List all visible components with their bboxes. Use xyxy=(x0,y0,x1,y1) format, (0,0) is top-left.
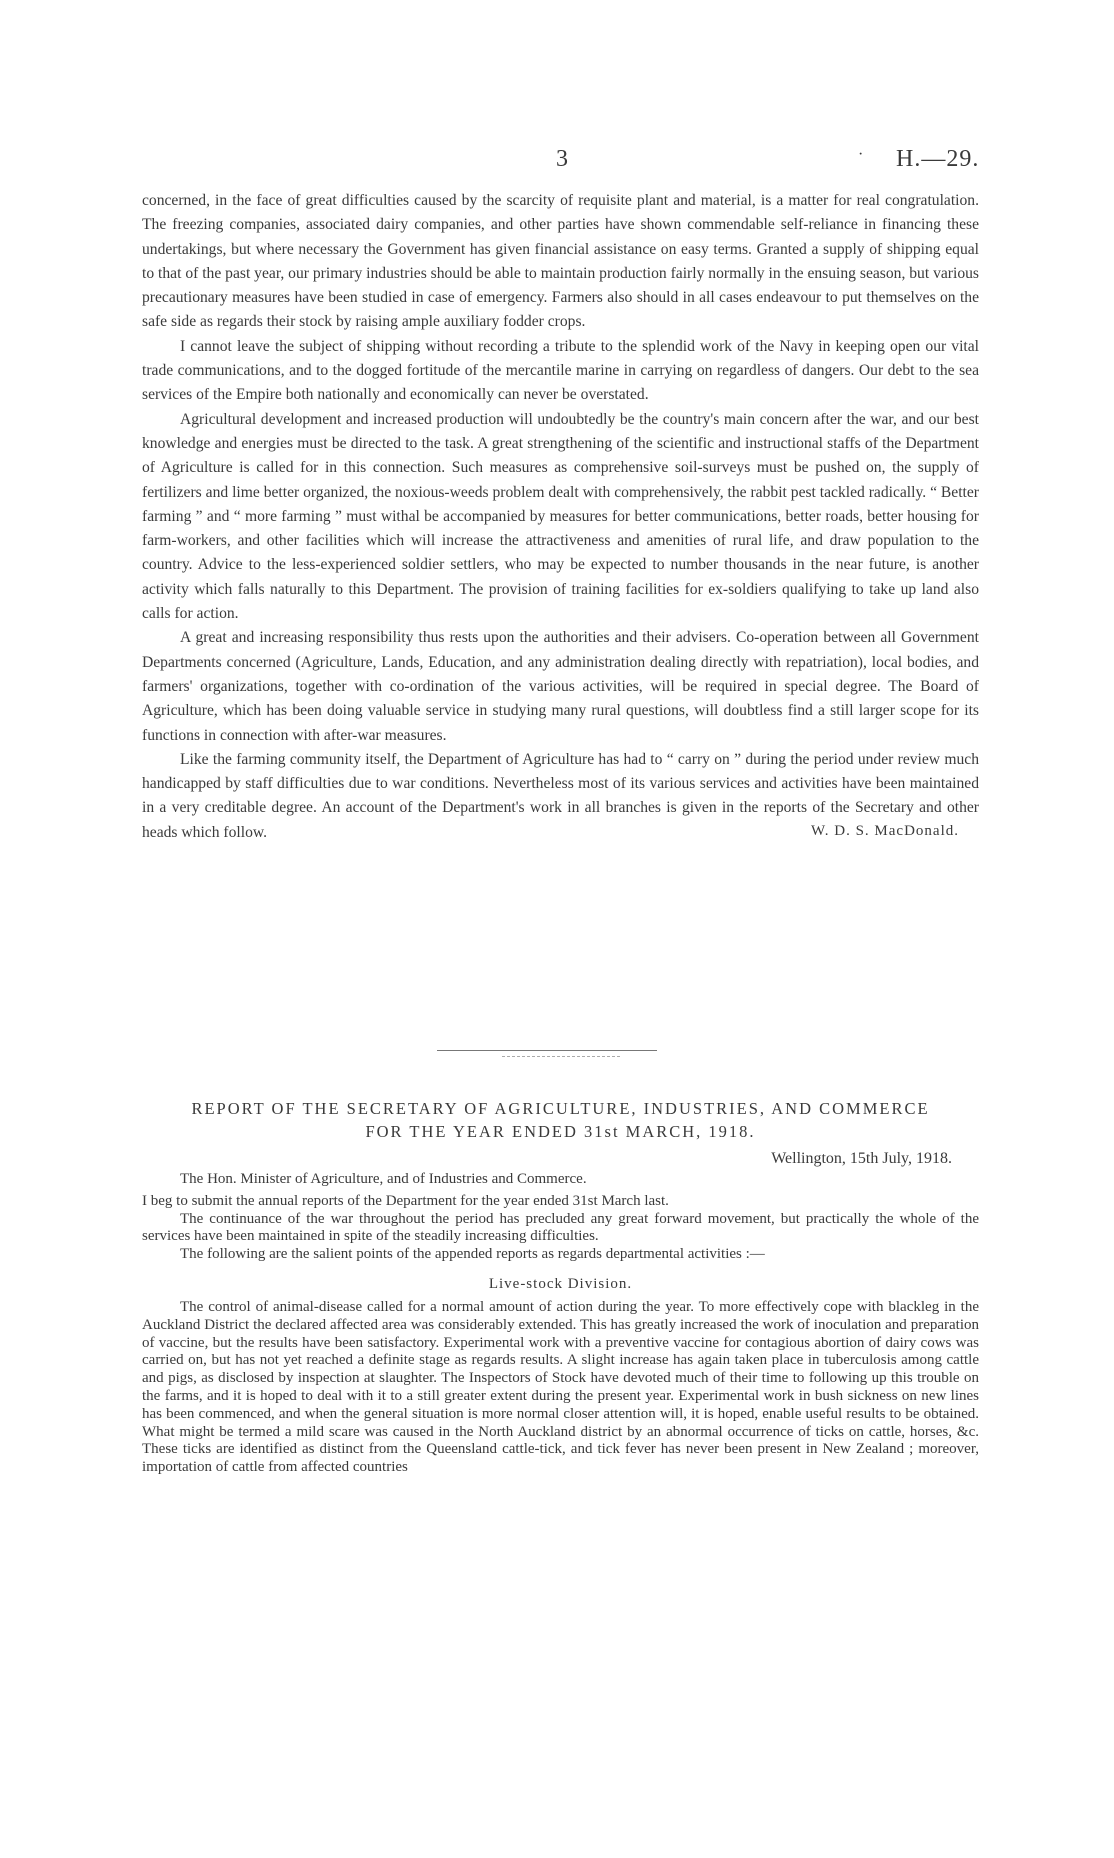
paragraph: Agricultural development and increased production will undoubtedly be the country's main concern after the war, and our best knowledge and energies must be directed to the task. A great strengthening of the scientific and instructional staffs of the Department of Agriculture is called for in this connection. Such measures as comprehensive soil-surveys must be pushed on, the supply of fertilizers and lime better organized, the noxious-weeds problem dealt with comprehensively, the rabbit pest tackled radically. “ Better farming ” and “ more farming ” must withal be accompanied by measures for better communications, better roads, better housing for farm-workers, and other facilities which will increase the attractiveness and amenities of rural life, and draw population to the country. Advice to the less-experienced soldier settlers, who may be expected to number thousands in the near future, is another activity which falls naturally to this Department. The provision of training facilities for ex-soldiers qualifying to take up land also calls for action. xyxy=(142,410,979,623)
addressee: The Hon. Minister of Agriculture, and of Industries and Commerce. xyxy=(180,1171,587,1187)
page-header xyxy=(0,146,1114,176)
place-date: Wellington, 15th July, 1918. xyxy=(771,1150,952,1167)
section-heading: Live-stock Division. xyxy=(488,1275,633,1292)
paragraph: Like the farming community itself, the Department of Agriculture has had to “ carry on ” during the period under review much handicapped by staff difficulties due to war conditions. Nevertheless most of its various services and activities have been maintained in a very creditable degree. An account of the Department's work in all branches is given in the reports of the Secretary and other heads which follow. xyxy=(142,750,979,841)
section-divider-dashed xyxy=(502,1056,620,1057)
paragraph: concerned, in the face of great difficulties caused by the scarcity of requisite plant and material, is a matter for real congratulation. The freezing companies, associated dairy companies, and other parties have shown commendable self-reliance in financing these undertakings, but where necessary the Government has given financial assistance on easy terms. Granted a supply of shipping equal to that of the past year, our primary industries should be able to maintain production fairly normally in the ensuing season, but various precautionary measures have been studied in case of emergency. Farmers also should in all cases endeavour to put themselves on the safe side as regards their stock by raising ample auxiliary fodder crops. xyxy=(142,192,979,331)
page-number: 3 xyxy=(556,146,568,172)
minister-statement xyxy=(142,189,979,840)
signature: W. D. S. MacDonald. xyxy=(810,823,959,840)
report-title-line: REPORT OF THE SECRETARY OF AGRICULTURE, INDUSTRIES, AND COMMERCE xyxy=(191,1099,930,1118)
report-title xyxy=(142,1097,979,1143)
report-title-line: FOR THE YEAR ENDED 31st MARCH, 1918. xyxy=(365,1122,756,1141)
section-divider xyxy=(437,1050,657,1051)
header-separator: · xyxy=(858,146,864,163)
paragraph: The following are the salient points of the appended reports as regards departmental activities :— xyxy=(180,1246,765,1263)
paragraph: I cannot leave the subject of shipping without recording a tribute to the splendid work of the Navy in keeping open our vital trade communications, and to the dogged fortitude of the mercantile marine in carrying on regardless of dangers. Our debt to the sea services of the Empire both nationally and economically can never be overstated. xyxy=(142,337,979,404)
paragraph: The continuance of the war throughout the period has precluded any great forward movement, but practically the whole of the services have been maintained in spite of the steadily increasing difficulties. xyxy=(142,1210,979,1245)
document-reference: H.—29. xyxy=(896,146,980,172)
salutation: I beg to submit the annual reports of the Department for the year ended 31st March last. xyxy=(142,1192,669,1209)
paragraph: The control of animal-disease called for a normal amount of action during the year. To more effectively cope with blackleg in the Auckland District the declared affected area was considerably extended. This has greatly increased the work of inoculation and preparation of vaccine, but the results have been satisfactory. Experimental work with a preventive vaccine for contagious abortion of dairy cows was carried on, but has not yet reached a definite stage as regards results. A slight increase has again taken place in tuberculosis among cattle and pigs, as disclosed by inspection at slaughter. The Inspectors of Stock have devoted much of their time to following up this trouble on the farms, and it is hoped to deal with it to a still greater extent during the present year. Experimental work in bush sickness on new lines has been commenced, and when the general situation is more normal closer attention will, it is hoped, enable useful results to be obtained. What might be termed a mild scare was caused in the North Auckland district by an abnormal occurrence of ticks on cattle, horses, &c. These ticks are identified as distinct from the Queensland cattle-tick, and tick fever has never been present in New Zealand ; moreover, importation of cattle from affected countries xyxy=(142,1298,979,1476)
paragraph: A great and increasing responsibility thus rests upon the authorities and their advisers. Co-operation between all Government Departments concerned (Agriculture, Lands, Education, and any administration dealing directly with repatriation), local bodies, and farmers' organizations, together with co-ordination of the various activities, will be required in special degree. The Board of Agriculture, which has been doing valuable service in studying many rural questions, will doubtless find a still larger scope for its functions in connection with after-war measures. xyxy=(142,629,979,744)
secretary-report xyxy=(142,1171,979,1477)
